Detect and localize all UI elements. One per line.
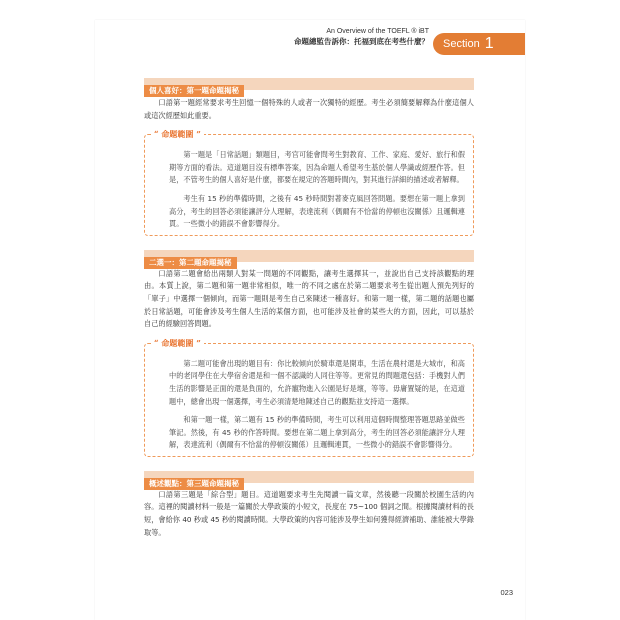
- page-content: [144, 78, 474, 539]
- paragraph: 口語第一題經常要求考生回憶一個特殊的人或者一次獨特的經歷。考生必須簡要解釋為什麼這個人或這次經歷如此重要。: [144, 98, 474, 120]
- close-quote-icon: ”: [196, 337, 201, 348]
- section-heading-2: 二選一：第二題命題揭秘: [144, 257, 237, 269]
- close-quote-icon: ”: [196, 129, 201, 140]
- section-heading-bar: [144, 78, 474, 95]
- open-quote-icon: “: [154, 337, 159, 348]
- book-page: [95, 20, 525, 620]
- scope-label-text: 命題範圍: [161, 130, 194, 140]
- scope-box: [144, 337, 474, 457]
- section-heading-1: 個人喜好：第一題命題揭秘: [144, 85, 244, 97]
- running-header: [294, 28, 429, 46]
- scope-box-label: [151, 129, 204, 140]
- paragraph: 第二題可能會出現的題目有：你比較傾向於騎車還是開車，生活在農村還是大城市，和高中的老同學住在大學宿舍還是和一個不認識的人同住等等。更常見的問題還包括：手機對人們生活的影響是正面的還是負面的，允許寵物進入公園是好是壞，等等。毋庸置疑的是，在這道題中，總會出現一個選擇，考生必須清楚地陳述自己的觀點並支持這一選擇。: [169, 358, 465, 406]
- section-label: Section: [443, 38, 480, 50]
- paragraph: 和第一題一樣，第二題有 15 秒的準備時間，考生可以利用這個時間整理答題思路並做些筆記。然後，有 45 秒的作答時間。要想在第二題上拿到高分，考生的回答必須能讓評分人理解，表達流利（偶爾有不恰當的停頓沒關係）且邏輯連貫，一些微小的錯誤不會影響得分。: [169, 415, 465, 450]
- section-heading-bar: [144, 250, 474, 267]
- page-number: 023: [500, 588, 513, 597]
- section-heading-bar: [144, 471, 474, 488]
- section-number: 1: [484, 35, 494, 52]
- paragraph: 口語第三題是「綜合型」題目。這道題要求考生先閱讀一篇文章，然後聽一段關於校園生活的內容。這裡的閱讀材料一般是一篇關於大學政策的小短文，長度在 75~100 個詞之間。根據閱讀材料的長短，會給你 40 秒或 45 秒的閱讀時間。大學政策的內容可能涉及學生如何獲得經濟補助、誰能被大學錄取等。: [144, 489, 474, 537]
- section-heading-3: 概述觀點：第三題命題揭秘: [144, 478, 244, 490]
- paragraph: 口語第二題會給出兩類人對某一問題的不同觀點，讓考生選擇其一，並說出自己支持該觀點的理由。本質上說，第二題和第一題非常相似，唯一的不同之處在於第二題要求考生從出題人預先列好的「單子」中選擇一個傾向，而第一題則是考生自己來陳述一種喜好。和第一題一樣，第二題的話題也屬於日常話題，可能會涉及考生個人生活的某個方面，也可能涉及社會的某些大的方面，因此，可以基於自己的經驗回答問題。: [144, 268, 474, 329]
- open-quote-icon: “: [154, 129, 159, 140]
- header-chinese-title: 命題總監告訴你：托福到底在考些什麼？: [294, 36, 429, 46]
- section-tab: [433, 33, 525, 55]
- paragraph: 考生有 15 秒的準備時間，之後有 45 秒時間對著麥克風回答問題。要想在第一題上拿到高分，考生的回答必須能讓評分人理解，表達流利（偶爾有不恰當的停頓也沒關係）且邏輯連貫。一些微小的錯誤不會影響得分。: [169, 193, 465, 229]
- scope-box-label: [151, 338, 204, 349]
- paragraph: 第一題是「日常話題」類題目，考官可能會問考生對教育、工作、家庭、愛好、旅行和假期等方面的看法。這道題目沒有標準答案，因為命題人希望考生基於個人學識或經歷作答。但是，不管考生的個人喜好是什麼，都要在規定的答題時間內，對其進行詳細的描述或者解釋。: [169, 150, 465, 185]
- scope-label-text: 命題範圍: [161, 338, 194, 348]
- header-english-title: An Overview of the TOEFL ® iBT: [326, 28, 429, 35]
- scope-box: [144, 129, 474, 236]
